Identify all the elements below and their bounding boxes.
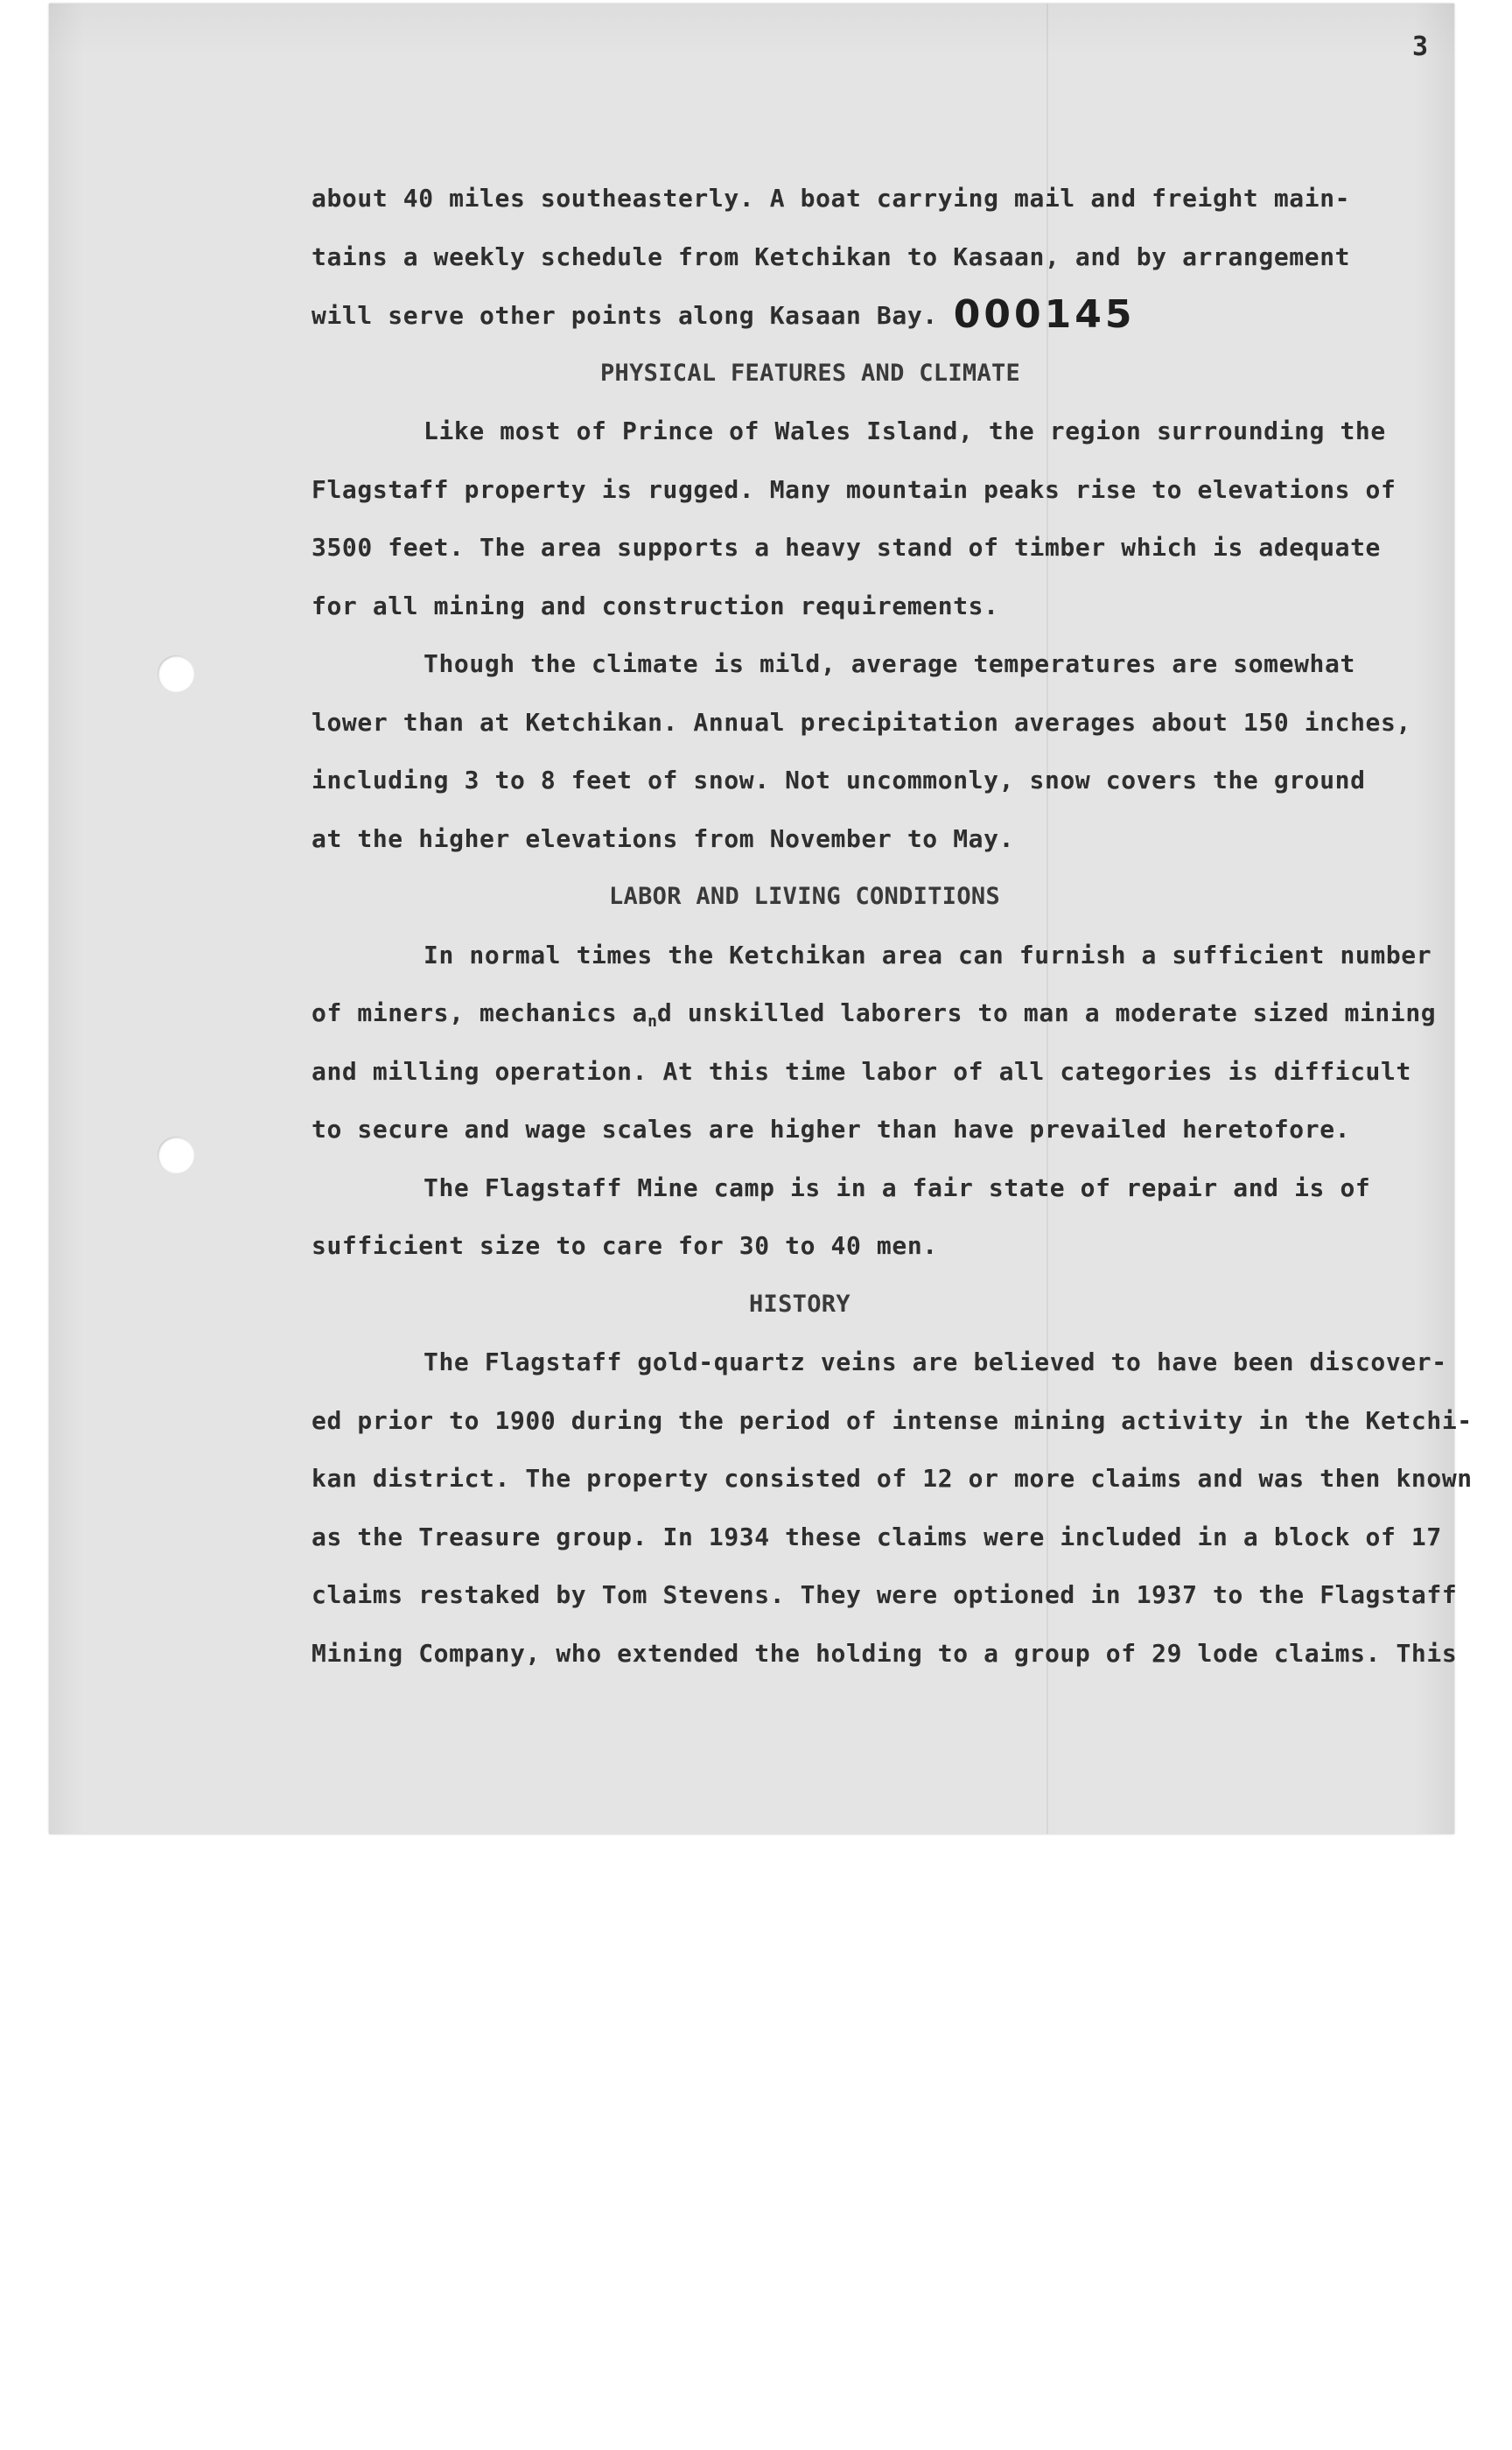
labor-p1-line-3: and milling operation. At this time labor of all categories is difficult: [312, 1056, 1411, 1086]
history-p1-line-1: The Flagstaff gold-quartz veins are believed to have been discover-: [424, 1348, 1447, 1376]
intro-line-3-text: will serve other points along Kasaan Bay.: [312, 301, 938, 330]
physical-p2-line-2: lower than at Ketchikan. Annual precipitation averages about 150 inches,: [312, 707, 1411, 737]
section-heading-physical-features: PHYSICAL FEATURES AND CLIMATE: [600, 359, 1021, 387]
binder-punch-hole-bottom: [158, 1137, 194, 1173]
labor-p1-line-2-subscript: n: [648, 1012, 657, 1031]
physical-p2-line-1: Though the climate is mild, average temperatures are somewhat: [424, 649, 1355, 678]
physical-p2-line-3: including 3 to 8 feet of snow. Not uncommonly, snow covers the ground: [312, 766, 1366, 794]
labor-p1-line-4: to secure and wage scales are higher than have prevailed heretofore.: [312, 1115, 1351, 1144]
physical-p1-line-2: Flagstaff property is rugged. Many mountain peaks rise to elevations of: [312, 474, 1396, 504]
section-heading-labor-living: LABOR AND LIVING CONDITIONS: [609, 883, 1000, 910]
section-heading-history: HISTORY: [749, 1290, 850, 1318]
history-p1-line-4: as the Treasure group. In 1934 these claims were included in a block of 17: [312, 1522, 1442, 1551]
intro-line-3: [312, 286, 1440, 345]
intro-line-1: about 40 miles southeasterly. A boat carrying mail and freight main-: [312, 184, 1351, 213]
binder-punch-hole-top: [158, 655, 194, 692]
labor-p1-line-2-start: of miners, mechanics a: [312, 998, 648, 1027]
physical-p2-line-4: at the higher elevations from November to May.: [312, 823, 1015, 853]
history-p1-line-3: kan district. The property consisted of 12 or more claims and was then known: [312, 1464, 1473, 1493]
labor-p2-line-2: sufficient size to care for 30 to 40 men.: [312, 1231, 938, 1260]
labor-p1-line-1: In normal times the Ketchikan area can furnish a sufficient number: [424, 940, 1432, 970]
history-p1-line-6: Mining Company, who extended the holding to a group of 29 lode claims. This: [312, 1638, 1458, 1668]
labor-p1-line-2: [312, 984, 1440, 1043]
intro-line-2: tains a weekly schedule from Ketchikan to Kasaan, and by arrangement: [312, 242, 1351, 271]
archive-stamp-number: 000145: [953, 292, 1136, 337]
history-p1-line-5: claims restaked by Tom Stevens. They were optioned in 1937 to the Flagstaff: [312, 1580, 1458, 1609]
labor-p1-line-2-end: d unskilled laborers to man a moderate sized mining: [656, 998, 1437, 1027]
labor-p2-line-1: The Flagstaff Mine camp is in a fair state of repair and is of: [424, 1172, 1371, 1202]
physical-p1-line-3: 3500 feet. The area supports a heavy stand of timber which is adequate: [312, 533, 1382, 562]
history-p1-line-2: ed prior to 1900 during the period of intense mining activity in the Ketchi-: [312, 1405, 1473, 1435]
document-body: [312, 170, 1473, 1683]
physical-p1-line-1: Like most of Prince of Wales Island, the region surrounding the: [424, 416, 1386, 445]
document-page: [49, 4, 1473, 1834]
page-number: 3: [1412, 32, 1429, 62]
physical-p1-line-4: for all mining and construction requirements.: [312, 591, 999, 620]
